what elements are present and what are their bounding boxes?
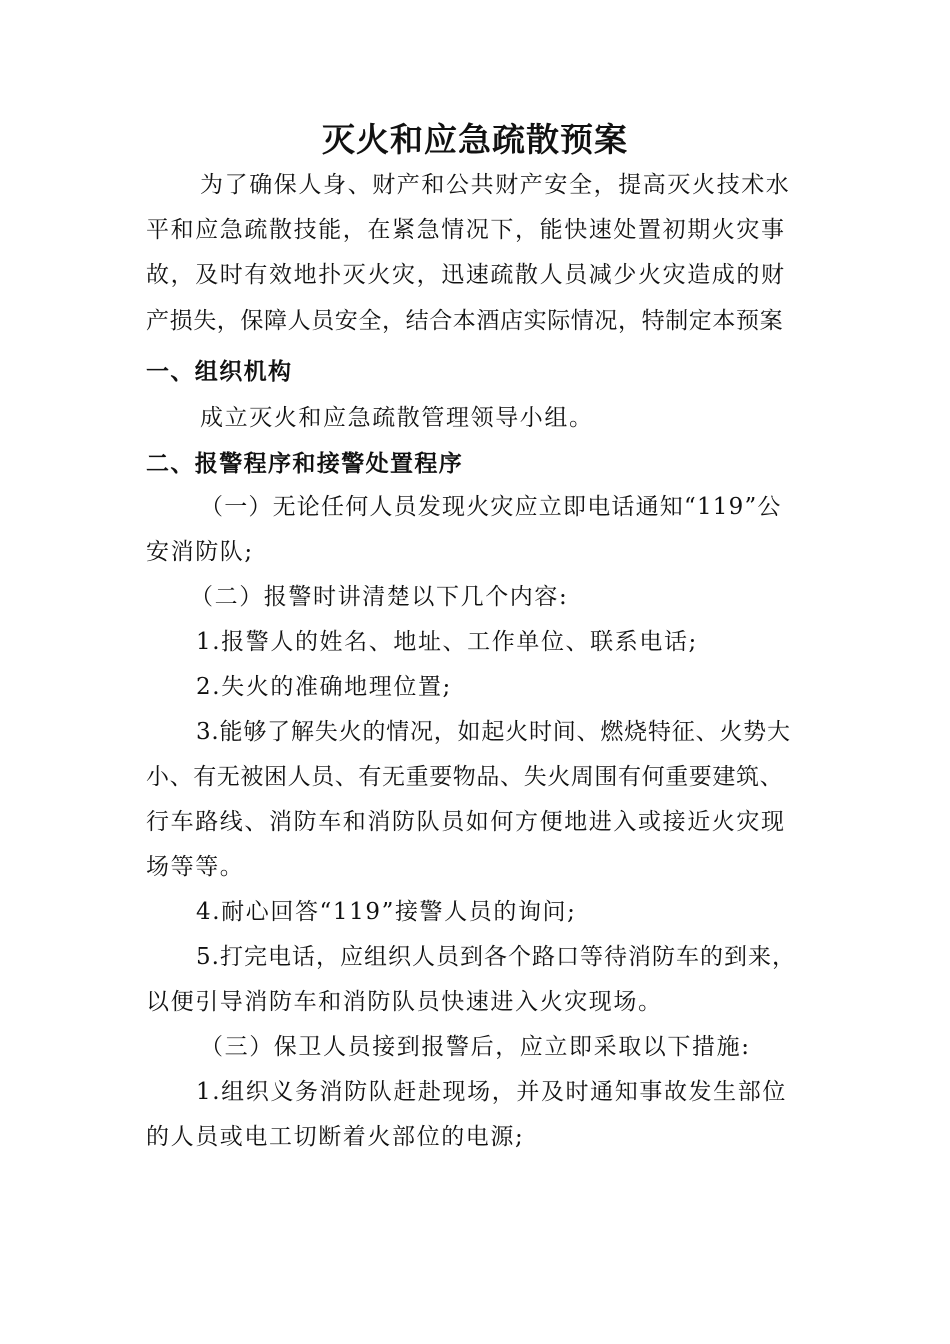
section-1-heading: 一、组织机构	[146, 359, 293, 385]
item-1-line-2: 安消防队;	[146, 539, 254, 565]
point-1: 1.报警人的姓名、地址、工作单位、联系电话;	[196, 629, 698, 655]
point-4: 4.耐心回答“119”接警人员的询问;	[196, 899, 577, 925]
point-2: 2.失火的准确地理位置;	[196, 674, 452, 700]
measure-1-line-2: 的人员或电工切断着火部位的电源;	[146, 1124, 525, 1150]
intro-line-3: 故，及时有效地扑灭火灾，迅速疏散人员减少火灾造成的财	[146, 262, 786, 288]
intro-line-4: 产损失，保障人员安全，结合本酒店实际情况，特制定本预案	[146, 308, 784, 334]
measure-1-line-1: 1.组织义务消防队赶赴现场，并及时通知事故发生部位	[196, 1079, 787, 1105]
item-2: （二）报警时讲清楚以下几个内容:	[190, 584, 569, 610]
item-3: （三）保卫人员接到报警后，应立即采取以下措施:	[200, 1034, 751, 1060]
point-5-line-1: 5.打完电话，应组织人员到各个路口等待消防车的到来，	[196, 944, 796, 970]
section-2-heading: 二、报警程序和接警处置程序	[146, 451, 464, 477]
point-3-line-1: 3.能够了解失火的情况，如起火时间、燃烧特征、火势大	[196, 719, 791, 745]
item-1-line-1: （一）无论任何人员发现火灾应立即电话通知“119”公	[200, 494, 782, 520]
point-3-line-2: 小、有无被困人员、有无重要物品、失火周围有何重要建筑、	[146, 764, 784, 790]
point-3-line-3: 行车路线、消防车和消防队员如何方便地进入或接近火灾现	[146, 809, 786, 835]
document-title: 灭火和应急疏散预案	[322, 120, 628, 159]
intro-line-2: 平和应急疏散技能，在紧急情况下，能快速处置初期火灾事	[146, 217, 786, 243]
intro-line-1: 为了确保人身、财产和公共财产安全，提高灭火技术水	[200, 172, 791, 198]
point-3-line-4: 场等等。	[146, 854, 245, 880]
section-1-body: 成立灭火和应急疏散管理领导小组。	[200, 405, 594, 431]
point-5-line-2: 以便引导消防车和消防队员快速进入火灾现场。	[146, 989, 663, 1015]
